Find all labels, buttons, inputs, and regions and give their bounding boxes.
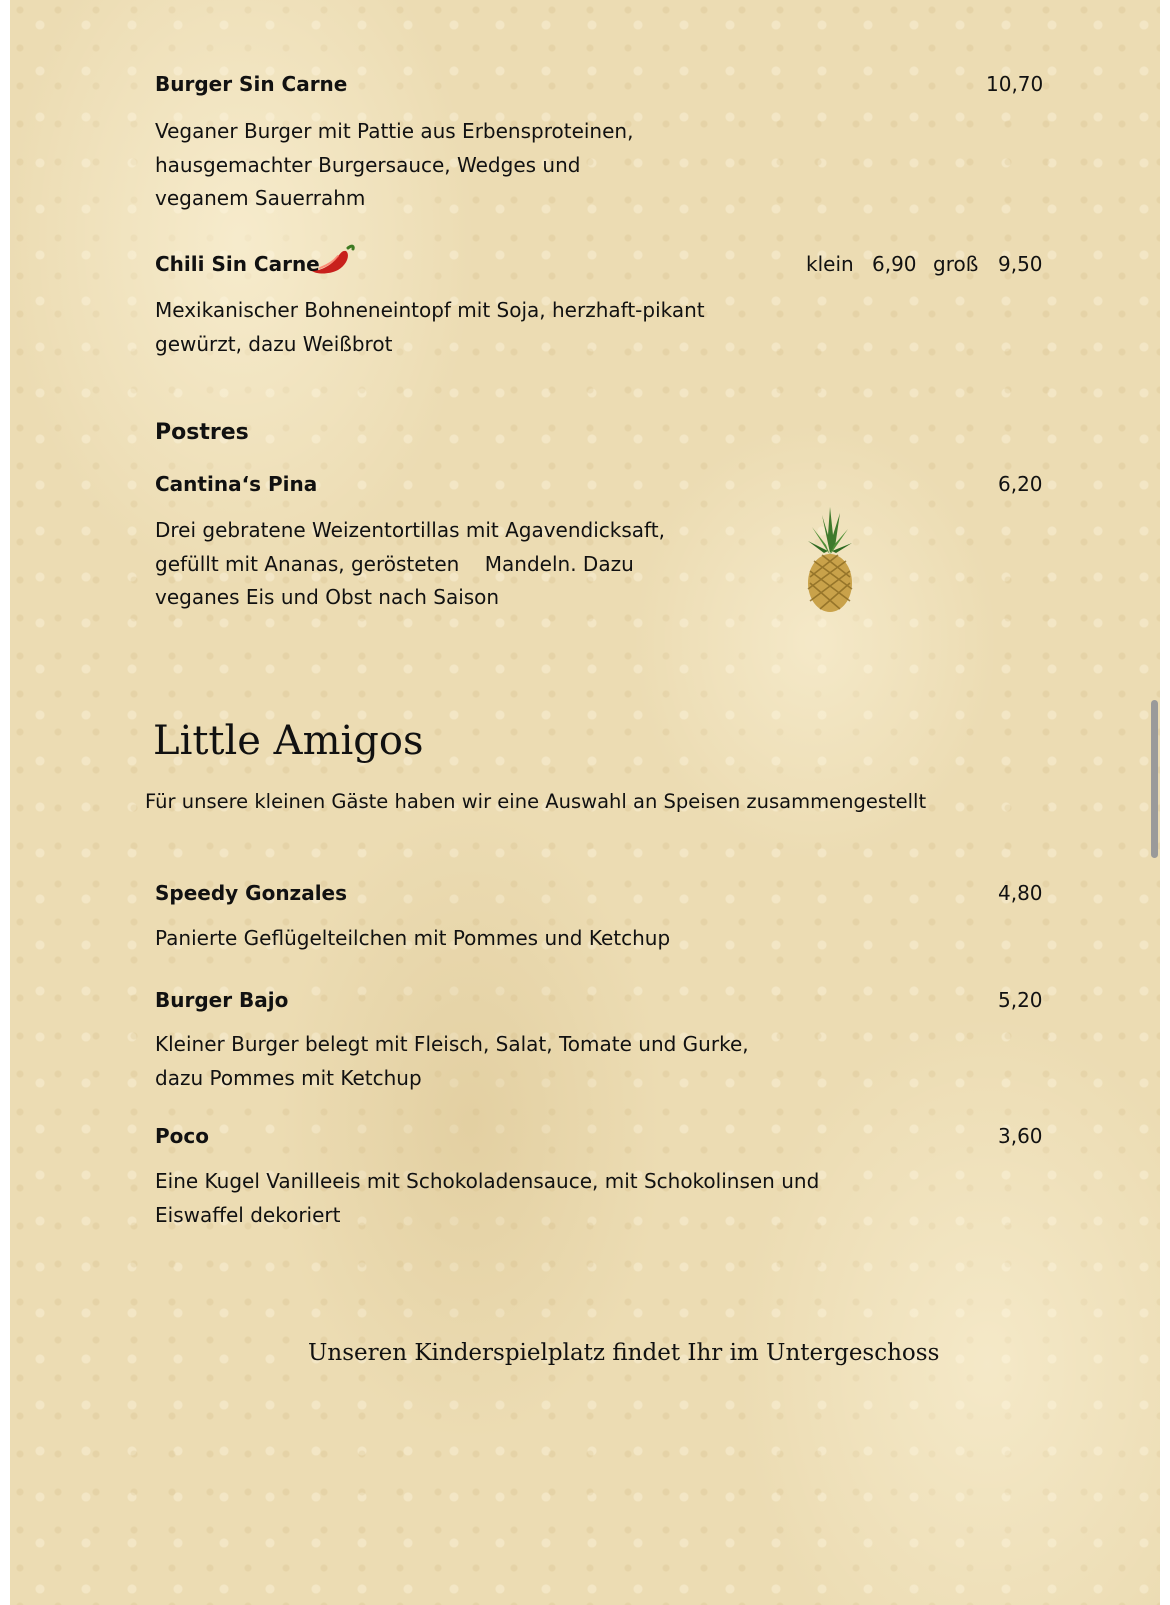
item-description-cantinas-pina: Drei gebratene Weizentortillas mit Agavendicksaft, gefüllt mit Ananas, gerösteten Mandeln. Dazu veganes Eis und Obst nach Saison	[155, 518, 672, 609]
item-description-speedy-gonzales: Panierte Geflügelteilchen mit Pommes und Ketchup	[155, 926, 671, 950]
section-title-postres: Postres	[155, 420, 249, 445]
item-description-burger-sin-carne: Veganer Burger mit Pattie aus Erbensproteinen, hausgemachter Burgersauce, Wedges und veganem Sauerrahm	[155, 119, 634, 210]
item-price-cantinas-pina: 6,20	[998, 472, 1043, 496]
item-title-speedy-gonzales: Speedy Gonzales	[155, 881, 348, 905]
item-price-chili-large: 9,50	[998, 252, 1043, 276]
item-description-poco: Eine Kugel Vanilleeis mit Schokoladensauce, mit Schokolinsen und Eiswaffel dekoriert	[155, 1169, 820, 1227]
item-title-burger-bajo: Burger Bajo	[155, 988, 289, 1012]
section-title-little-amigos: Little Amigos	[153, 718, 424, 764]
menu-page	[10, 0, 1160, 1605]
size-small-label: klein	[806, 252, 854, 276]
item-price-burger-sin-carne: 10,70	[986, 72, 1044, 96]
vertical-scrollbar[interactable]	[1151, 700, 1158, 858]
item-title-burger-sin-carne: Burger Sin Carne	[155, 72, 348, 96]
item-price-burger-bajo: 5,20	[998, 988, 1043, 1012]
item-price-speedy-gonzales: 4,80	[998, 881, 1043, 905]
item-title-cantinas-pina: Cantina‘s Pina	[155, 472, 318, 496]
size-large-label: groß	[933, 252, 979, 276]
item-title-chili-sin-carne: Chili Sin Carne	[155, 252, 320, 276]
item-price-poco: 3,60	[998, 1124, 1043, 1148]
item-price-chili-small: 6,90	[872, 252, 917, 276]
item-description-chili-sin-carne: Mexikanischer Bohneneintopf mit Soja, herzhaft-pikant gewürzt, dazu Weißbrot	[155, 298, 705, 356]
item-title-poco: Poco	[155, 1124, 209, 1148]
chili-pepper-icon	[308, 242, 356, 278]
footer-note-playground: Unseren Kinderspielplatz findet Ihr im Untergeschoss	[308, 1340, 940, 1366]
item-description-burger-bajo: Kleiner Burger belegt mit Fleisch, Salat, Tomate und Gurke, dazu Pommes mit Ketchup	[155, 1032, 749, 1090]
section-intro-little-amigos: Für unsere kleinen Gäste haben wir eine Auswahl an Speisen zusammengestellt	[145, 790, 927, 813]
pineapple-icon	[800, 505, 860, 615]
